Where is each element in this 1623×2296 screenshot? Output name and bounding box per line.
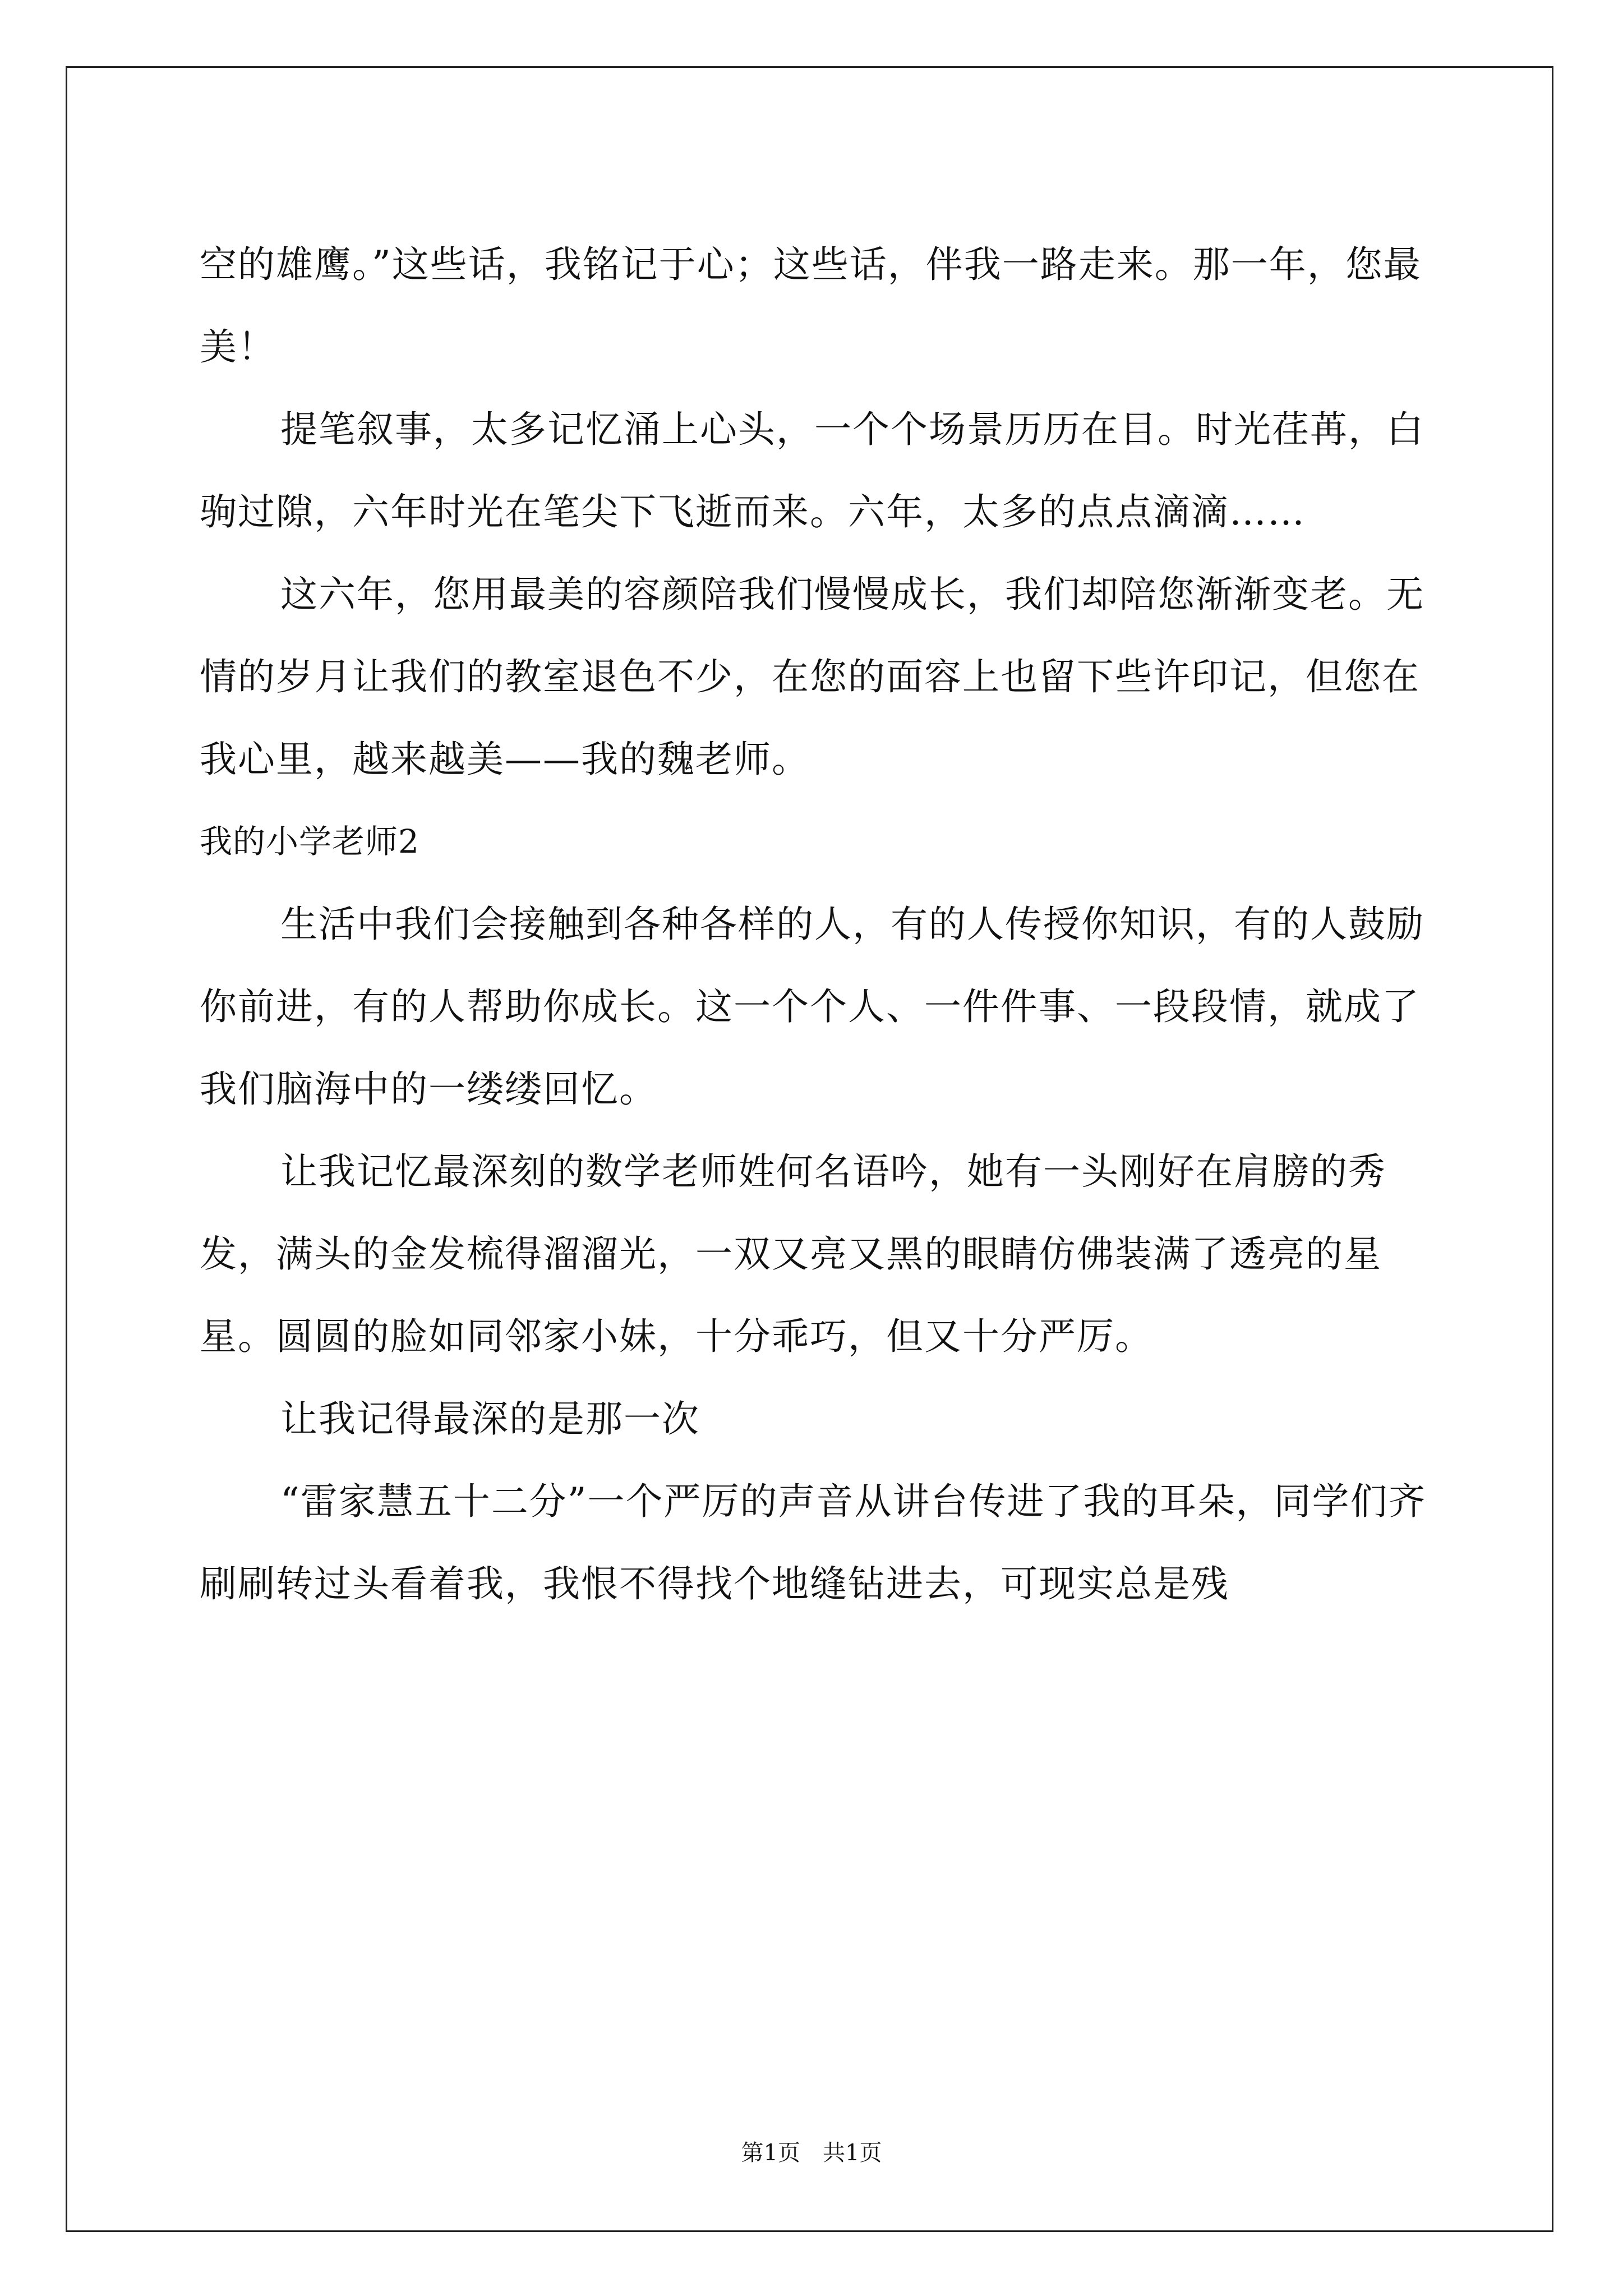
section-title: 我的小学老师2 xyxy=(200,822,419,861)
paragraph: “雷家慧五十二分”一个严厉的声音从讲台传进了我的耳朵，同学们齐刷刷转过头看着我，我恨不得找个地缝钻进去，可现实总是残 xyxy=(200,1480,1427,1605)
paragraph: 提笔叙事，太多记忆涌上心头，一个个场景历历在目。时光荏苒，白驹过隙，六年时光在笔尖下飞逝而来。六年，太多的点点滴滴…… xyxy=(200,408,1424,533)
document-body xyxy=(200,223,1428,1625)
page-footer: 第1页 共1页 xyxy=(741,2140,882,2166)
paragraph: 让我记忆最深刻的数学老师姓何名语吟，她有一头刚好在肩膀的秀发，满头的金发梳得溜溜光，一双又亮又黑的眼睛仿佛装满了透亮的星星。圆圆的脸如同邻家小妹，十分乖巧，但又十分严厉。 xyxy=(200,1150,1386,1358)
paragraph: 这六年，您用最美的容颜陪我们慢慢成长，我们却陪您渐渐变老。无情的岁月让我们的教室退色不少，在您的面容上也留下些许印记，但您在我心里，越来越美——我的魏老师。 xyxy=(200,573,1424,781)
paragraph: 让我记得最深的是那一次 xyxy=(280,1397,700,1441)
paragraph: 空的雄鹰。”这些话，我铭记于心；这些话，伴我一路走来。那一年，您最美！ xyxy=(200,243,1422,369)
paragraph: 生活中我们会接触到各种各样的人，有的人传授你知识，有的人鼓励你前进，有的人帮助你成长。这一个个人、一件件事、一段段情，就成了我们脑海中的一缕缕回忆。 xyxy=(200,903,1424,1111)
